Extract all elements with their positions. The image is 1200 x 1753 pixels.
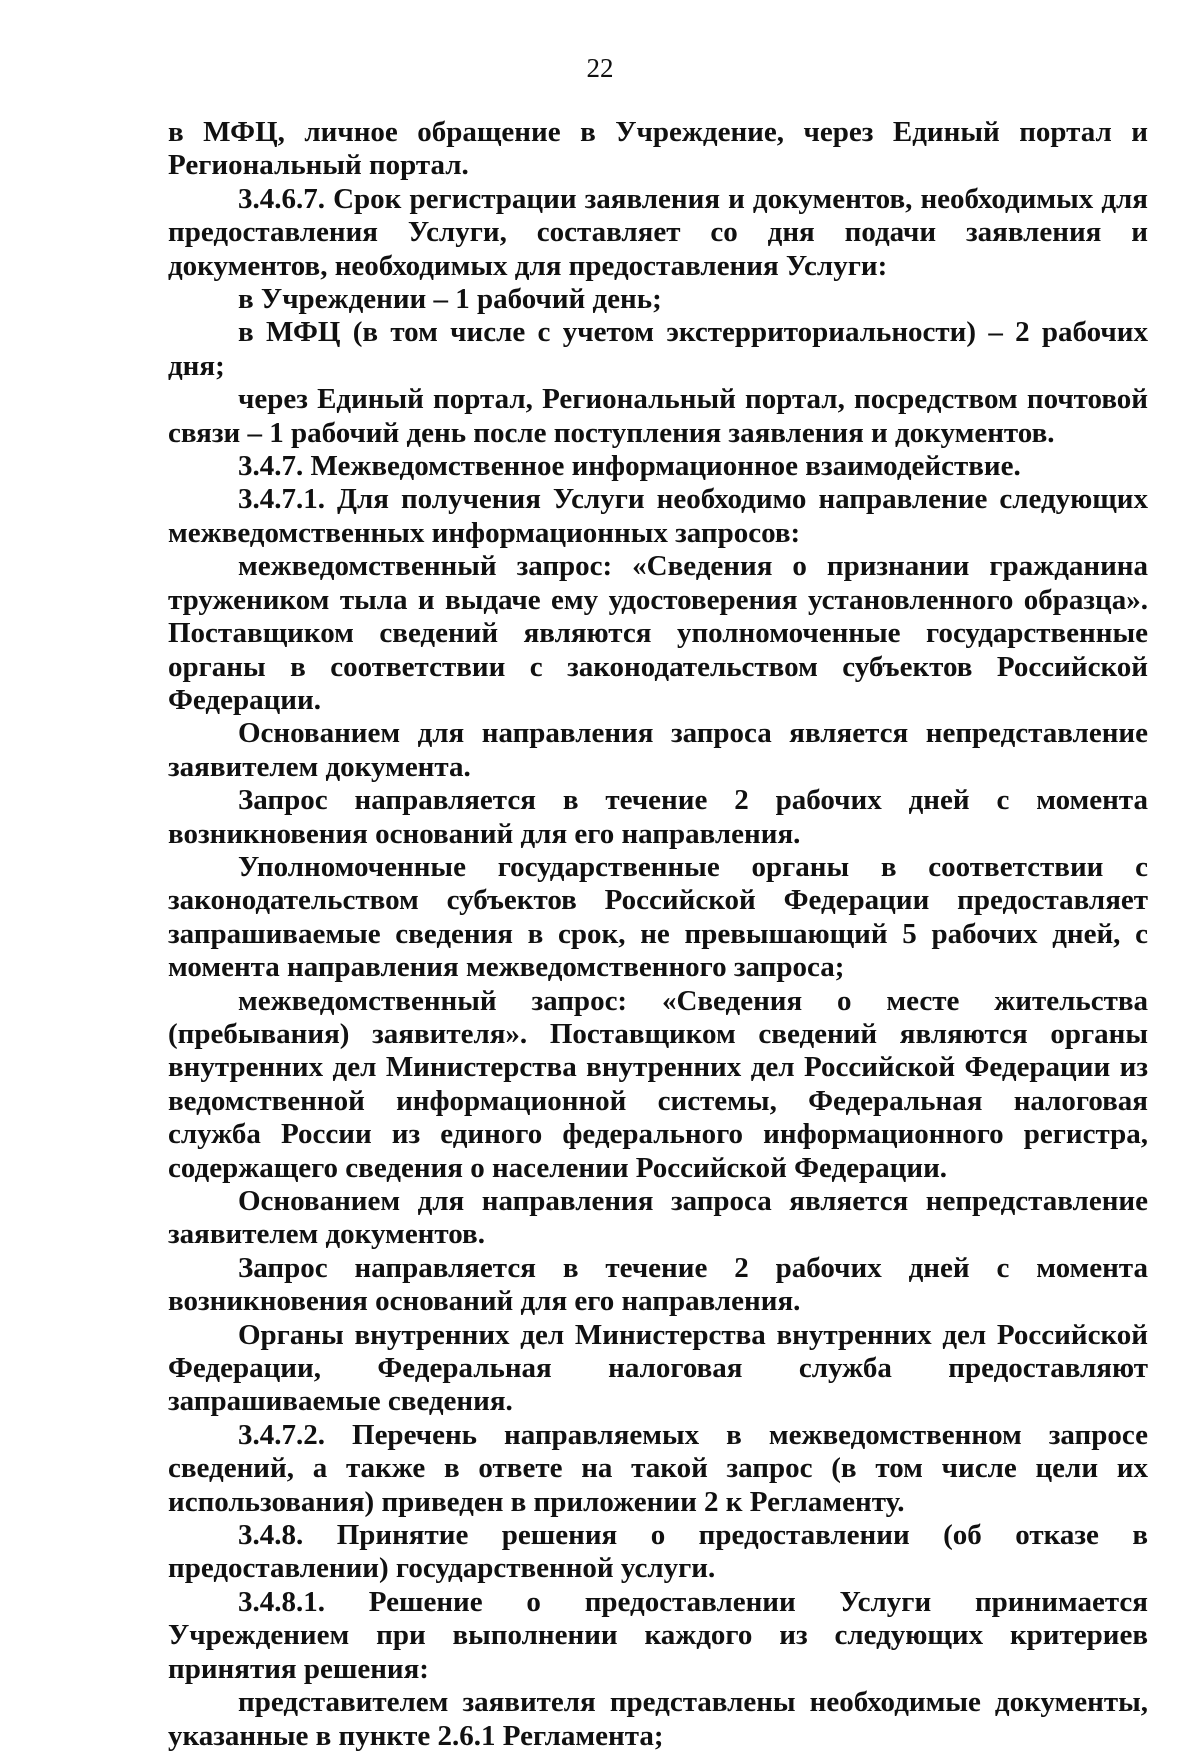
page-number: 22 xyxy=(586,53,614,83)
paragraph: 3.4.7.1. Для получения Услуги необходимо направление следующих межведомственных информационных запросов: xyxy=(168,483,1148,549)
paragraph: Уполномоченные государственные органы в соответствии с законодательством субъектов Российской Федерации предоставляет запрашиваемые сведения в срок, не превышающий 5 рабочих дней, с момента направления межведомственного запроса; xyxy=(168,850,1148,984)
document-body xyxy=(168,116,1148,1753)
paragraph: Основанием для направления запроса является непредставление заявителем документов. xyxy=(168,1185,1148,1251)
paragraph: 3.4.7.2. Перечень направляемых в межведомственном запросе сведений, а также в ответе на такой запрос (в том числе цели их использования) приведен в приложении 2 к Регламенту. xyxy=(168,1418,1148,1518)
paragraph: Органы внутренних дел Министерства внутренних дел Российской Федерации, Федеральная налоговая служба предоставляют запрашиваемые сведения. xyxy=(168,1318,1148,1418)
paragraph: в МФЦ, личное обращение в Учреждение, через Единый портал и Региональный портал. xyxy=(168,116,1148,182)
paragraph: Запрос направляется в течение 2 рабочих дней с момента возникновения оснований для его направления. xyxy=(168,1251,1148,1318)
paragraph: межведомственный запрос: «Сведения о месте жительства (пребывания) заявителя». Поставщиком сведений являются органы внутренних дел Министерства внутренних дел Российской Федерации из ведомственной информационной системы, Федеральная налоговая служба России из единого федерального информационного регистра, содержащего сведения о населении Российской Федерации. xyxy=(168,984,1148,1184)
paragraph: в Учреждении – 1 рабочий день; xyxy=(238,283,662,316)
paragraph: межведомственный запрос: «Сведения о признании гражданина тружеником тыла и выдаче ему удостоверения установленного образца». Поставщиком сведений являются уполномоченные государственные органы в соответствии с законодательством субъектов Российской Федерации. xyxy=(168,550,1148,716)
paragraph: 3.4.6.7. Срок регистрации заявления и документов, необходимых для предоставления Услуги, составляет со дня подачи заявления и документов, необходимых для предоставления Услуги: xyxy=(168,182,1148,282)
paragraph: 3.4.8. Принятие решения о предоставлении (об отказе в предоставлении) государственной услуги. xyxy=(168,1519,1148,1585)
paragraph: Основанием для направления запроса является непредставление заявителем документа. xyxy=(168,717,1148,783)
paragraph: через Единый портал, Региональный портал, посредством почтовой связи – 1 рабочий день после поступления заявления и документов. xyxy=(168,383,1148,449)
paragraph: 3.4.7. Межведомственное информационное взаимодействие. xyxy=(238,450,1021,483)
paragraph: Запрос направляется в течение 2 рабочих дней с момента возникновения оснований для его направления. xyxy=(168,784,1148,850)
paragraph: представителем заявителя представлены необходимые документы, указанные в пункте 2.6.1 Регламента; xyxy=(168,1686,1148,1752)
paragraph: 3.4.8.1. Решение о предоставлении Услуги принимается Учреждением при выполнении каждого из следующих критериев принятия решения: xyxy=(168,1585,1148,1685)
paragraph: в МФЦ (в том числе с учетом экстерриториальности) – 2 рабочих дня; xyxy=(168,316,1148,382)
